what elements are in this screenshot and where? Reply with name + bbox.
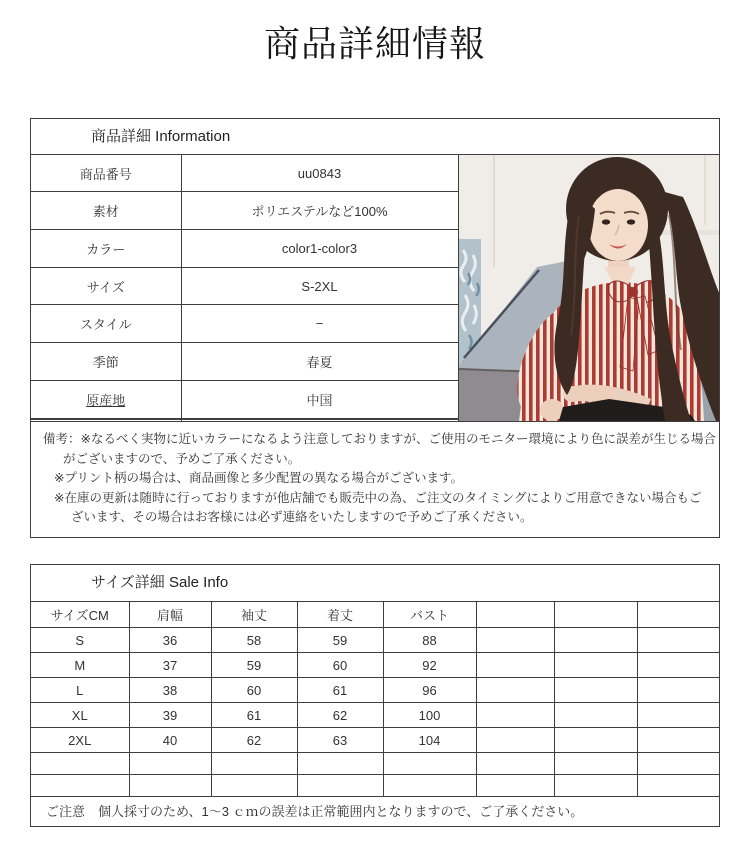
size-cell bbox=[554, 728, 637, 753]
size-cell bbox=[476, 678, 554, 703]
size-cell: 37 bbox=[129, 653, 211, 678]
info-value: 中国 bbox=[181, 380, 458, 418]
size-cell: 96 bbox=[383, 678, 476, 703]
product-info-section bbox=[30, 118, 720, 538]
size-notice: ご注意 個人採寸のため、1～3 ｃｍの誤差は正常範囲内となりますので、ご了承ください。 bbox=[46, 804, 584, 819]
info-label: 商品番号 bbox=[31, 155, 181, 192]
info-value: ポリエステルなど100% bbox=[181, 192, 458, 230]
size-cell bbox=[476, 653, 554, 678]
table-row bbox=[31, 420, 458, 421]
size-cell bbox=[637, 628, 719, 653]
info-value: 春夏 bbox=[181, 343, 458, 381]
size-cell: XL bbox=[31, 703, 129, 728]
table-header-row bbox=[31, 602, 719, 628]
info-label: サイズ bbox=[31, 267, 181, 305]
remarks-line: がございますので、予めご了承ください。 bbox=[63, 451, 301, 466]
table-row bbox=[31, 703, 719, 728]
info-label: 原産地 bbox=[31, 380, 181, 418]
size-section-header: サイズ詳細 Sale Info bbox=[31, 565, 719, 602]
info-value: S-2XL bbox=[181, 267, 458, 305]
size-cell: 61 bbox=[297, 678, 383, 703]
size-cell: S bbox=[31, 628, 129, 653]
remarks-line: ざいます、その場合はお客様には必ず連絡をいたしますので予めご了承ください。 bbox=[71, 510, 533, 524]
remarks-line: ※プリント柄の場合は、商品画像と多少配置の異なる場合がございます。 bbox=[54, 471, 463, 485]
size-cell: 60 bbox=[211, 678, 297, 703]
size-cell bbox=[476, 775, 554, 797]
size-col-header bbox=[637, 602, 719, 628]
info-value: − bbox=[181, 305, 458, 343]
size-table bbox=[31, 602, 719, 798]
size-cell bbox=[211, 753, 297, 775]
size-cell bbox=[476, 728, 554, 753]
table-row bbox=[31, 343, 458, 381]
size-cell: 59 bbox=[211, 653, 297, 678]
size-cell bbox=[476, 753, 554, 775]
table-row bbox=[31, 380, 458, 418]
size-cell bbox=[383, 775, 476, 797]
info-label: スタイル bbox=[31, 305, 181, 343]
size-col-header: 袖丈 bbox=[211, 602, 297, 628]
size-col-header: 肩幅 bbox=[129, 602, 211, 628]
size-cell: 100 bbox=[383, 703, 476, 728]
size-cell bbox=[637, 728, 719, 753]
size-cell: 60 bbox=[297, 653, 383, 678]
size-cell bbox=[476, 703, 554, 728]
info-label: 季節 bbox=[31, 343, 181, 381]
size-cell bbox=[637, 678, 719, 703]
table-row bbox=[31, 305, 458, 343]
size-cell bbox=[31, 753, 129, 775]
size-cell bbox=[476, 628, 554, 653]
size-cell bbox=[383, 753, 476, 775]
size-cell bbox=[129, 775, 211, 797]
size-col-header bbox=[476, 602, 554, 628]
info-value bbox=[181, 420, 458, 421]
size-cell bbox=[211, 775, 297, 797]
table-row bbox=[31, 230, 458, 268]
remarks-line: ※在庫の更新は随時に行っておりますが他店舗でも販売中の為、ご注文のタイミングによりご用意できない場合もご bbox=[54, 490, 702, 505]
product-photo-illustration bbox=[459, 155, 720, 421]
info-label: 素材 bbox=[31, 192, 181, 230]
info-value: uu0843 bbox=[181, 155, 458, 192]
remarks-note bbox=[31, 421, 719, 537]
info-section-header: 商品詳細 Information bbox=[31, 119, 719, 155]
size-cell bbox=[297, 775, 383, 797]
size-cell: 59 bbox=[297, 628, 383, 653]
table-row bbox=[31, 628, 719, 653]
size-cell bbox=[554, 678, 637, 703]
info-label: カラー bbox=[31, 230, 181, 268]
info-value: color1-color3 bbox=[181, 230, 458, 268]
table-row bbox=[31, 267, 458, 305]
remarks-label: 備考： bbox=[43, 432, 81, 446]
size-cell: 36 bbox=[129, 628, 211, 653]
size-col-header: サイズCM bbox=[31, 602, 129, 628]
info-body bbox=[31, 155, 719, 421]
size-cell: 92 bbox=[383, 653, 476, 678]
size-cell: 88 bbox=[383, 628, 476, 653]
size-cell: 58 bbox=[211, 628, 297, 653]
size-cell: 104 bbox=[383, 728, 476, 753]
size-cell: 38 bbox=[129, 678, 211, 703]
size-col-header: バスト bbox=[383, 602, 476, 628]
size-cell bbox=[554, 653, 637, 678]
table-row bbox=[31, 753, 719, 775]
size-cell: M bbox=[31, 653, 129, 678]
size-cell: 62 bbox=[297, 703, 383, 728]
table-row bbox=[31, 678, 719, 703]
page-title: 商品詳細情報 bbox=[263, 24, 486, 64]
size-cell: 40 bbox=[129, 728, 211, 753]
size-cell bbox=[31, 775, 129, 797]
size-col-header bbox=[554, 602, 637, 628]
size-info-section bbox=[30, 564, 720, 828]
size-cell: 61 bbox=[211, 703, 297, 728]
size-cell bbox=[637, 703, 719, 728]
size-cell: 2XL bbox=[31, 728, 129, 753]
size-cell: 63 bbox=[297, 728, 383, 753]
size-cell: L bbox=[31, 678, 129, 703]
table-row bbox=[31, 775, 719, 797]
size-cell bbox=[637, 653, 719, 678]
size-cell bbox=[554, 628, 637, 653]
size-cell bbox=[297, 753, 383, 775]
size-cell bbox=[554, 703, 637, 728]
table-row bbox=[31, 155, 458, 192]
size-col-header: 着丈 bbox=[297, 602, 383, 628]
product-photo bbox=[459, 155, 720, 421]
size-cell bbox=[554, 753, 637, 775]
info-label bbox=[31, 420, 181, 421]
size-cell: 62 bbox=[211, 728, 297, 753]
remarks-line: ※なるべく実物に近いカラーになるよう注意しておりますが、ご使用のモニター環境により色に誤差が生じる場合 bbox=[80, 432, 716, 446]
size-cell bbox=[129, 753, 211, 775]
table-row bbox=[31, 192, 458, 230]
size-cell bbox=[637, 775, 719, 797]
table-row bbox=[31, 728, 719, 753]
product-info-table bbox=[31, 155, 459, 421]
size-cell: 39 bbox=[129, 703, 211, 728]
table-row bbox=[31, 653, 719, 678]
size-cell bbox=[637, 753, 719, 775]
size-cell bbox=[554, 775, 637, 797]
